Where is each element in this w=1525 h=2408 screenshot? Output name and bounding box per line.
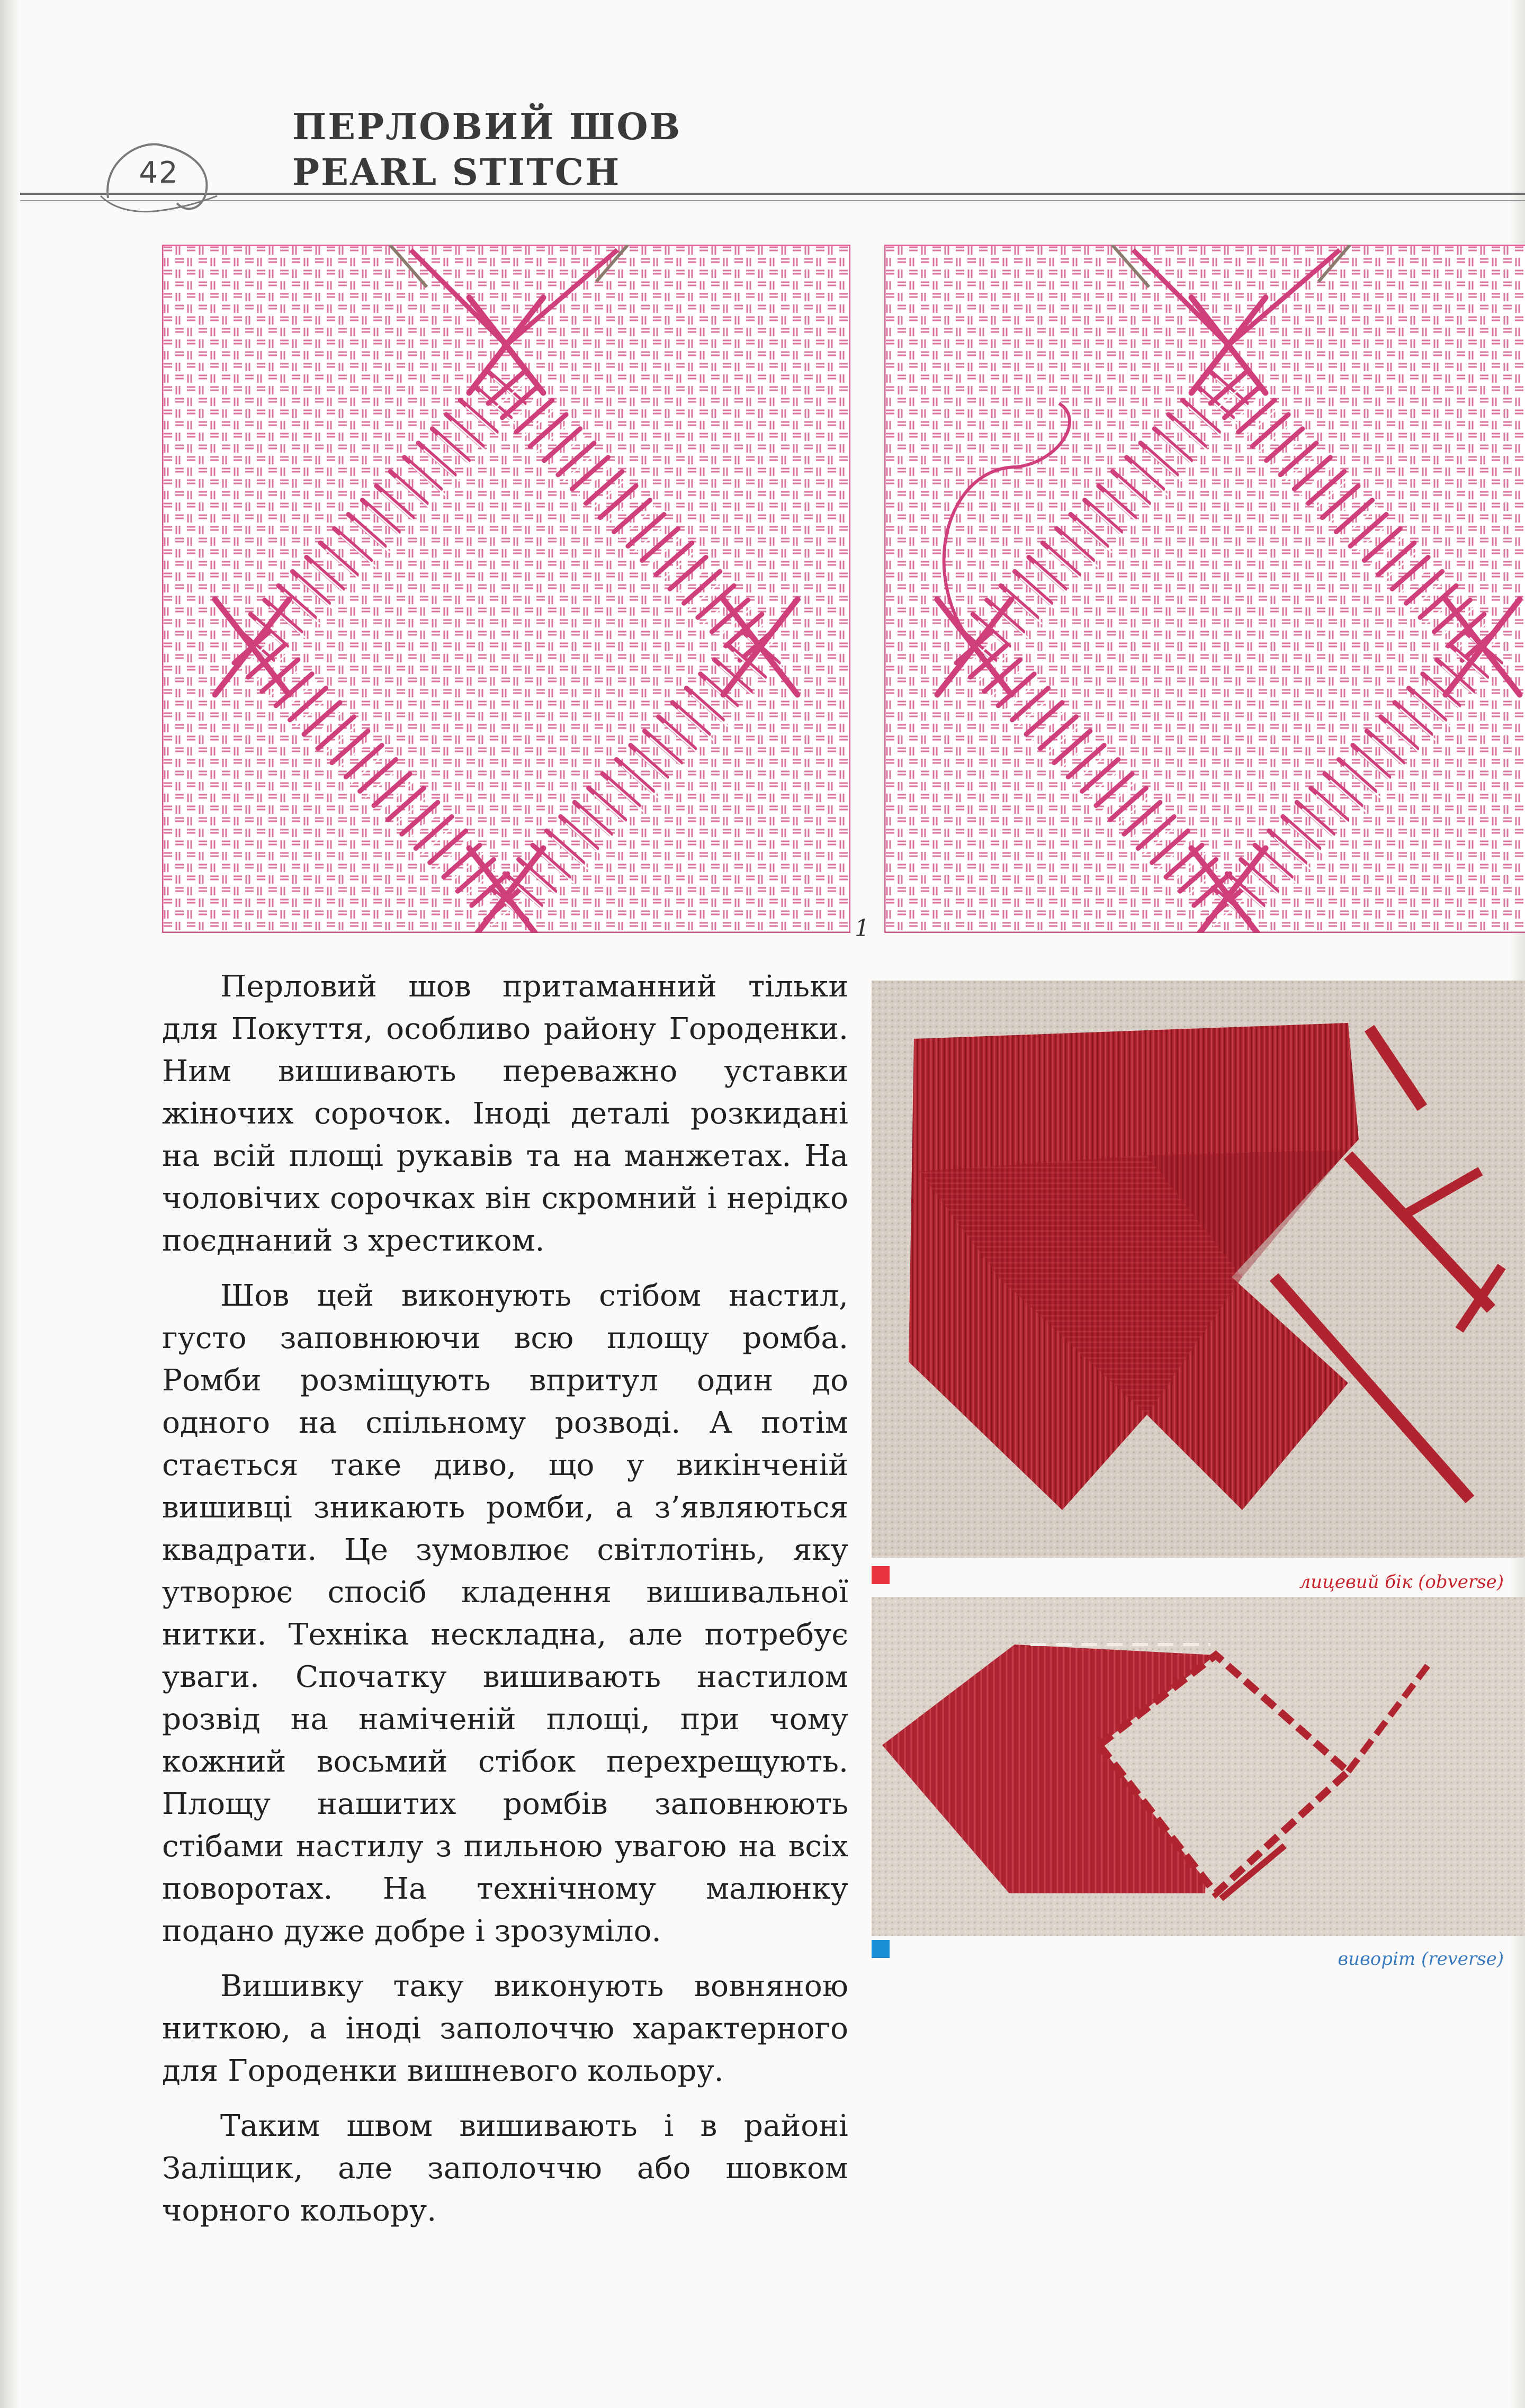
paragraph-1: Перловий шов притаманний тільки для Покуття, особливо району Городенки. Ним вишивають переважно уставки жіночих сорочок. Іноді деталі розкидані на всій площі рукавів та на манжетах. На чоловічих сорочках він скромний і нерідко поєднаний з хрестиком. <box>162 969 848 1258</box>
header-rule <box>20 193 1525 195</box>
paragraph-2: Шов цей виконують стібом настил, густо заповнюючи всю площу ромба. Ромби розміщують впритул один до одного на спільному розводі. А потім стається таке диво, що у викінченій вишивці зникають ромби, а з’являються квадрати. Це зумовлює світлотінь, яку утворює спосіб кладення вишивальної нитки. Техніка нескладна, але потребує уваги. Спочатку вишивають настилом розвід на наміченій площі, при чому кожний восьмий стібок перехрещують. Площу нашитих ромбів заповнюють стібами настилу з пильною увагою на всіх поворотах. На технічному малюнку подано дуже добре і зрозуміло. <box>162 1279 848 1948</box>
obverse-caption: лицевий бік (obverse) <box>1299 1571 1504 1593</box>
figure-number: 1 <box>855 915 869 942</box>
embroidery-photo-obverse <box>872 981 1525 1558</box>
header-rule-thin <box>20 200 1525 201</box>
page-title-ua: ПЕРЛОВИЙ ШОВ <box>292 106 682 148</box>
reverse-caption: виворіт (reverse) <box>1338 1948 1504 1970</box>
page-title-en: PEARL STITCH <box>292 151 621 194</box>
article-body <box>162 966 848 2245</box>
page-number-badge <box>97 129 220 222</box>
paragraph-4: Таким швом вишивають і в районі Заліщик, але заполоччю або шовком чорного кольору. <box>162 2109 848 2228</box>
embroidery-photo-reverse <box>872 1597 1525 1936</box>
stitch-diagram-right <box>884 245 1525 933</box>
stitch-diagram-left <box>162 245 850 933</box>
obverse-marker-icon <box>872 1566 890 1584</box>
page-number: 42 <box>139 156 179 190</box>
reverse-marker-icon <box>872 1940 890 1958</box>
paragraph-3: Вишивку таку виконують вовняною ниткою, а іноді заполоччю характерного для Городенки вишневого кольору. <box>162 1969 848 2088</box>
book-spine-shadow <box>0 0 20 2408</box>
